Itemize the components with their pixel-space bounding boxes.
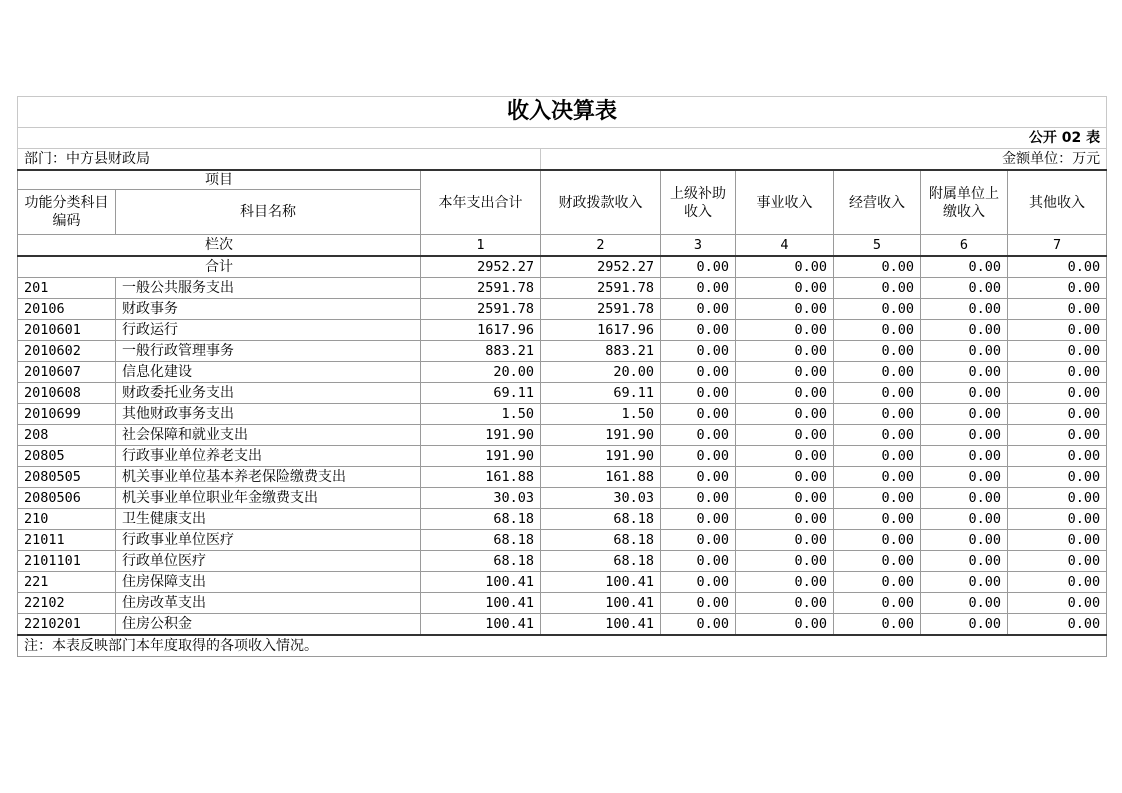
header-item: 项目 [18, 170, 421, 190]
amount-cell: 0.00 [661, 404, 736, 425]
total-row [18, 256, 1107, 278]
subject-code: 221 [18, 572, 116, 593]
amount-cell: 0.00 [921, 299, 1008, 320]
amount-cell: 0.00 [1008, 551, 1107, 572]
subject-code: 2010699 [18, 404, 116, 425]
subject-code: 201 [18, 278, 116, 299]
subject-name: 一般行政管理事务 [116, 341, 421, 362]
colno-cell: 7 [1008, 235, 1107, 257]
subject-code: 208 [18, 425, 116, 446]
header-func-code: 功能分类科目编码 [18, 190, 116, 235]
amount-cell: 0.00 [736, 530, 834, 551]
subject-code: 2010602 [18, 341, 116, 362]
amount-cell: 0.00 [921, 551, 1008, 572]
colno-cell: 5 [834, 235, 921, 257]
subject-name: 一般公共服务支出 [116, 278, 421, 299]
amount-cell: 20.00 [421, 362, 541, 383]
amount-cell: 0.00 [1008, 362, 1107, 383]
colno-cell: 6 [921, 235, 1008, 257]
amount-cell: 0.00 [736, 320, 834, 341]
amount-cell: 68.18 [541, 509, 661, 530]
amount-cell: 100.41 [421, 614, 541, 636]
amount-cell: 0.00 [1008, 467, 1107, 488]
amount-cell: 1.50 [541, 404, 661, 425]
amount-cell: 0.00 [1008, 320, 1107, 341]
amount-cell: 0.00 [921, 593, 1008, 614]
amount-cell: 0.00 [661, 488, 736, 509]
subject-code: 2210201 [18, 614, 116, 636]
table-row [18, 467, 1107, 488]
amount-cell: 0.00 [834, 488, 921, 509]
amount-cell: 0.00 [834, 572, 921, 593]
amount-unit-label: 金额单位：万元 [541, 149, 1107, 171]
amount-cell: 0.00 [736, 509, 834, 530]
amount-cell: 68.18 [421, 509, 541, 530]
table-row [18, 551, 1107, 572]
amount-cell: 883.21 [421, 341, 541, 362]
subject-name: 住房改革支出 [116, 593, 421, 614]
colno-cell: 1 [421, 235, 541, 257]
amount-cell: 0.00 [834, 320, 921, 341]
amount-cell: 0.00 [1008, 572, 1107, 593]
total-value: 0.00 [834, 256, 921, 278]
amount-cell: 0.00 [1008, 530, 1107, 551]
amount-cell: 100.41 [541, 572, 661, 593]
amount-cell: 161.88 [421, 467, 541, 488]
table-row [18, 530, 1107, 551]
amount-cell: 0.00 [661, 446, 736, 467]
colno-cell: 2 [541, 235, 661, 257]
subject-name: 财政委托业务支出 [116, 383, 421, 404]
amount-cell: 0.00 [1008, 383, 1107, 404]
amount-cell: 0.00 [736, 488, 834, 509]
amount-cell: 0.00 [661, 362, 736, 383]
amount-cell: 2591.78 [421, 299, 541, 320]
subject-name: 信息化建设 [116, 362, 421, 383]
subject-name: 社会保障和就业支出 [116, 425, 421, 446]
table-row [18, 572, 1107, 593]
amount-cell: 0.00 [834, 509, 921, 530]
amount-cell: 2591.78 [421, 278, 541, 299]
amount-cell: 0.00 [834, 551, 921, 572]
subject-name: 卫生健康支出 [116, 509, 421, 530]
amount-cell: 191.90 [421, 446, 541, 467]
subject-code: 21011 [18, 530, 116, 551]
subject-code: 20805 [18, 446, 116, 467]
amount-cell: 68.18 [421, 530, 541, 551]
amount-cell: 0.00 [834, 278, 921, 299]
amount-cell: 0.00 [736, 299, 834, 320]
amount-cell: 0.00 [1008, 446, 1107, 467]
amount-cell: 2591.78 [541, 278, 661, 299]
subject-code: 2010607 [18, 362, 116, 383]
amount-cell: 0.00 [736, 467, 834, 488]
amount-cell: 0.00 [736, 383, 834, 404]
amount-cell: 1617.96 [541, 320, 661, 341]
amount-cell: 0.00 [834, 341, 921, 362]
amount-cell: 0.00 [834, 362, 921, 383]
amount-cell: 0.00 [1008, 614, 1107, 636]
amount-cell: 0.00 [736, 572, 834, 593]
amount-cell: 191.90 [421, 425, 541, 446]
subject-code: 210 [18, 509, 116, 530]
total-value: 0.00 [661, 256, 736, 278]
amount-cell: 30.03 [541, 488, 661, 509]
table-row [18, 425, 1107, 446]
amount-cell: 100.41 [541, 614, 661, 636]
department-label: 部门：中方县财政局 [18, 149, 541, 171]
amount-cell: 0.00 [661, 551, 736, 572]
amount-cell: 2591.78 [541, 299, 661, 320]
amount-cell: 0.00 [736, 341, 834, 362]
header-fiscal: 财政拨款收入 [541, 170, 661, 235]
amount-cell: 30.03 [421, 488, 541, 509]
subject-code: 2101101 [18, 551, 116, 572]
subject-code: 2080505 [18, 467, 116, 488]
total-value: 2952.27 [421, 256, 541, 278]
amount-cell: 0.00 [736, 425, 834, 446]
amount-cell: 0.00 [661, 509, 736, 530]
amount-cell: 0.00 [921, 278, 1008, 299]
amount-cell: 0.00 [1008, 404, 1107, 425]
amount-cell: 0.00 [921, 467, 1008, 488]
amount-cell: 0.00 [921, 341, 1008, 362]
amount-cell: 0.00 [661, 278, 736, 299]
amount-cell: 0.00 [921, 383, 1008, 404]
header-other: 其他收入 [1008, 170, 1107, 235]
table-row [18, 404, 1107, 425]
amount-cell: 0.00 [1008, 488, 1107, 509]
subject-code: 22102 [18, 593, 116, 614]
amount-cell: 0.00 [1008, 278, 1107, 299]
header-subject-name: 科目名称 [116, 190, 421, 235]
amount-cell: 0.00 [834, 614, 921, 636]
amount-cell: 0.00 [921, 530, 1008, 551]
table-row [18, 299, 1107, 320]
amount-cell: 0.00 [834, 383, 921, 404]
amount-cell: 68.18 [421, 551, 541, 572]
amount-cell: 0.00 [736, 614, 834, 636]
amount-cell: 0.00 [1008, 425, 1107, 446]
amount-cell: 0.00 [736, 404, 834, 425]
table-row [18, 383, 1107, 404]
amount-cell: 0.00 [834, 299, 921, 320]
amount-cell: 100.41 [421, 572, 541, 593]
amount-cell: 0.00 [921, 404, 1008, 425]
table-row [18, 488, 1107, 509]
subject-name: 财政事务 [116, 299, 421, 320]
total-value: 0.00 [1008, 256, 1107, 278]
amount-cell: 0.00 [834, 593, 921, 614]
amount-cell: 191.90 [541, 425, 661, 446]
amount-cell: 69.11 [541, 383, 661, 404]
page-title: 收入决算表 [18, 97, 1107, 128]
amount-cell: 1617.96 [421, 320, 541, 341]
amount-cell: 0.00 [661, 383, 736, 404]
table-row [18, 278, 1107, 299]
subject-code: 2010601 [18, 320, 116, 341]
total-value: 0.00 [736, 256, 834, 278]
table-row [18, 320, 1107, 341]
amount-cell: 0.00 [736, 446, 834, 467]
amount-cell: 0.00 [1008, 341, 1107, 362]
subject-name: 行政事业单位医疗 [116, 530, 421, 551]
subject-code: 2080506 [18, 488, 116, 509]
amount-cell: 69.11 [421, 383, 541, 404]
amount-cell: 0.00 [1008, 593, 1107, 614]
table-row [18, 509, 1107, 530]
amount-cell: 0.00 [921, 572, 1008, 593]
amount-cell: 0.00 [921, 509, 1008, 530]
subject-name: 住房保障支出 [116, 572, 421, 593]
subject-name: 机关事业单位基本养老保险缴费支出 [116, 467, 421, 488]
subject-name: 行政事业单位养老支出 [116, 446, 421, 467]
subject-name: 其他财政事务支出 [116, 404, 421, 425]
colno-cell: 4 [736, 235, 834, 257]
amount-cell: 0.00 [661, 341, 736, 362]
subject-name: 行政运行 [116, 320, 421, 341]
amount-cell: 100.41 [541, 593, 661, 614]
colno-cell: 3 [661, 235, 736, 257]
table-row [18, 614, 1107, 636]
amount-cell: 0.00 [834, 404, 921, 425]
header-total: 本年支出合计 [421, 170, 541, 235]
total-value: 0.00 [921, 256, 1008, 278]
header-business: 事业收入 [736, 170, 834, 235]
amount-cell: 0.00 [834, 425, 921, 446]
amount-cell: 0.00 [921, 320, 1008, 341]
amount-cell: 0.00 [834, 530, 921, 551]
amount-cell: 0.00 [921, 614, 1008, 636]
amount-cell: 68.18 [541, 551, 661, 572]
table-row [18, 593, 1107, 614]
income-table [17, 96, 1107, 657]
header-operating: 经营收入 [834, 170, 921, 235]
amount-cell: 0.00 [736, 593, 834, 614]
amount-cell: 0.00 [661, 425, 736, 446]
subject-name: 行政单位医疗 [116, 551, 421, 572]
amount-cell: 0.00 [661, 299, 736, 320]
subject-name: 机关事业单位职业年金缴费支出 [116, 488, 421, 509]
amount-cell: 0.00 [921, 362, 1008, 383]
subject-code: 2010608 [18, 383, 116, 404]
total-label: 合计 [18, 256, 421, 278]
amount-cell: 0.00 [736, 551, 834, 572]
amount-cell: 100.41 [421, 593, 541, 614]
amount-cell: 0.00 [921, 446, 1008, 467]
total-value: 2952.27 [541, 256, 661, 278]
amount-cell: 0.00 [661, 530, 736, 551]
amount-cell: 0.00 [661, 320, 736, 341]
header-upper: 上级补助收入 [661, 170, 736, 235]
form-number: 公开 02 表 [18, 128, 1107, 149]
amount-cell: 0.00 [1008, 509, 1107, 530]
amount-cell: 0.00 [661, 572, 736, 593]
amount-cell: 0.00 [834, 467, 921, 488]
amount-cell: 0.00 [921, 488, 1008, 509]
amount-cell: 1.50 [421, 404, 541, 425]
subject-code: 20106 [18, 299, 116, 320]
colno-label: 栏次 [18, 235, 421, 257]
amount-cell: 0.00 [736, 278, 834, 299]
table-row [18, 446, 1107, 467]
amount-cell: 0.00 [661, 614, 736, 636]
amount-cell: 0.00 [661, 467, 736, 488]
header-affiliated: 附属单位上缴收入 [921, 170, 1008, 235]
table-row [18, 341, 1107, 362]
table-note: 注：本表反映部门本年度取得的各项收入情况。 [18, 635, 1107, 657]
amount-cell: 161.88 [541, 467, 661, 488]
amount-cell: 20.00 [541, 362, 661, 383]
amount-cell: 0.00 [661, 593, 736, 614]
income-final-accounts-sheet [17, 96, 1106, 657]
table-row [18, 362, 1107, 383]
amount-cell: 68.18 [541, 530, 661, 551]
amount-cell: 191.90 [541, 446, 661, 467]
amount-cell: 0.00 [1008, 299, 1107, 320]
amount-cell: 883.21 [541, 341, 661, 362]
amount-cell: 0.00 [736, 362, 834, 383]
amount-cell: 0.00 [834, 446, 921, 467]
amount-cell: 0.00 [921, 425, 1008, 446]
subject-name: 住房公积金 [116, 614, 421, 636]
